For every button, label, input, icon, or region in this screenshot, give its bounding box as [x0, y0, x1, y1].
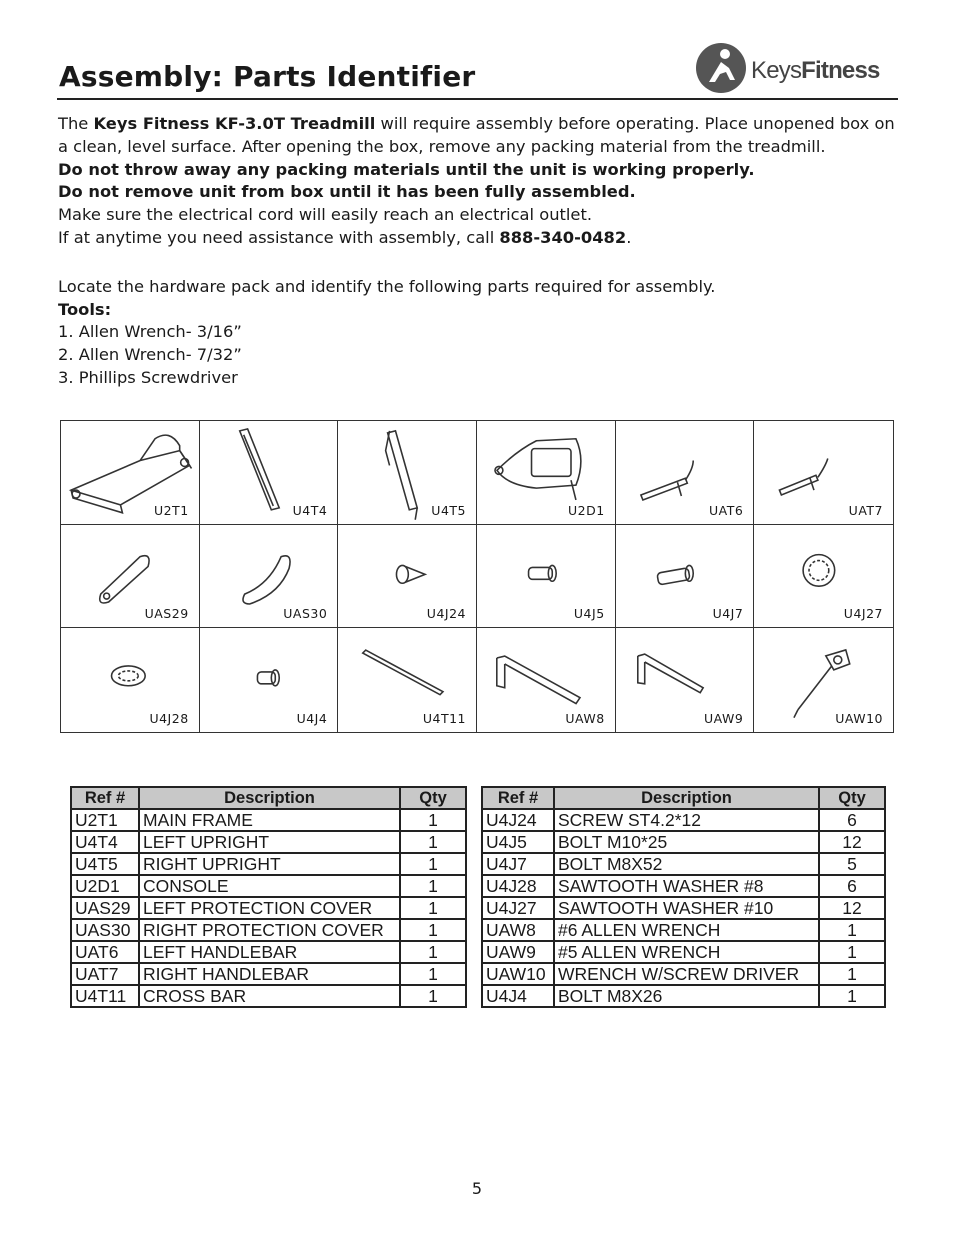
- ref-cell: U4J4: [482, 985, 554, 1007]
- ref-cell: U4T11: [71, 985, 139, 1007]
- hardware-intro: Locate the hardware pack and identify the following parts required for assembly.: [58, 276, 716, 296]
- part-code-label: UAW10: [835, 710, 883, 726]
- qty-cell: 1: [400, 875, 466, 897]
- description-header: Description: [554, 787, 819, 809]
- part-cell: [616, 628, 755, 732]
- brand-wordmark: KeysFitness: [751, 57, 880, 84]
- part-code-label: UAW9: [703, 710, 744, 726]
- ref-cell: U4J28: [482, 875, 554, 897]
- ref-cell: UAS29: [71, 897, 139, 919]
- part-cell: [754, 421, 893, 525]
- page-title: Assembly: Parts Identifier: [59, 60, 476, 93]
- part-code-label: U4J24: [426, 606, 466, 622]
- qty-cell: 1: [819, 963, 885, 985]
- table-row: [71, 919, 466, 941]
- ref-cell: U4J24: [482, 809, 554, 831]
- ref-cell: U4T4: [71, 831, 139, 853]
- qty-cell: 1: [819, 919, 885, 941]
- part-code-label: UAS29: [144, 606, 189, 622]
- ref-cell: U4T5: [71, 853, 139, 875]
- qty-cell: 1: [400, 853, 466, 875]
- qty-cell: 1: [400, 985, 466, 1007]
- description-cell: SAWTOOTH WASHER #10: [554, 897, 819, 919]
- description-cell: RIGHT HANDLEBAR: [139, 963, 400, 985]
- part-cell: [338, 525, 477, 629]
- table-row: [71, 941, 466, 963]
- part-cell: [754, 628, 893, 732]
- ref-cell: UAT6: [71, 941, 139, 963]
- table-row: [71, 963, 466, 985]
- table-row: [482, 919, 885, 941]
- qty-cell: 1: [400, 963, 466, 985]
- table-row: [482, 831, 885, 853]
- description-cell: #6 ALLEN WRENCH: [554, 919, 819, 941]
- part-code-label: U2T1: [153, 502, 189, 518]
- part-cell: [200, 421, 339, 525]
- ref-cell: UAS30: [71, 919, 139, 941]
- description-cell: #5 ALLEN WRENCH: [554, 941, 819, 963]
- qty-cell: 1: [819, 985, 885, 1007]
- table-row: [482, 875, 885, 897]
- ref-cell: UAT7: [71, 963, 139, 985]
- tool-item: 2. Allen Wrench- 7/32”: [58, 345, 242, 365]
- cord-note: Make sure the electrical cord will easily reach an electrical outlet.: [58, 205, 592, 225]
- table-row: [71, 985, 466, 1007]
- part-code-label: U4T5: [431, 502, 466, 518]
- intro-text: [58, 113, 898, 390]
- table-row: [71, 853, 466, 875]
- tools-heading: Tools:: [58, 299, 112, 319]
- qty-cell: 1: [400, 897, 466, 919]
- part-cell: [61, 421, 200, 525]
- warning-assembled: Do not remove unit from box until it has been fully assembled.: [58, 182, 636, 202]
- qty-cell: 1: [400, 809, 466, 831]
- parts-table-right: [481, 786, 886, 1008]
- intro-paragraph: The Keys Fitness KF-3.0T Treadmill will require assembly before operating. Place unopened box on a clean, level surface. After opening the box, remove any packing material from the treadmill.: [58, 114, 895, 156]
- qty-cell: 5: [819, 853, 885, 875]
- description-cell: LEFT HANDLEBAR: [139, 941, 400, 963]
- description-cell: BOLT M8X26: [554, 985, 819, 1007]
- tool-item: 1. Allen Wrench- 3/16”: [58, 322, 242, 342]
- parts-illustration-grid: [60, 420, 894, 733]
- table-row: [71, 875, 466, 897]
- parts-table-left: [70, 786, 467, 1008]
- part-code-label: U2D1: [567, 502, 605, 518]
- ref-header: Ref #: [482, 787, 554, 809]
- ref-cell: UAW9: [482, 941, 554, 963]
- description-cell: RIGHT PROTECTION COVER: [139, 919, 400, 941]
- brand-logo: [695, 42, 895, 94]
- support-phone: 888-340-0482: [499, 227, 627, 247]
- ref-header: Ref #: [71, 787, 139, 809]
- ref-cell: U2D1: [71, 875, 139, 897]
- part-cell: [477, 525, 616, 629]
- description-cell: WRENCH W/SCREW DRIVER: [554, 963, 819, 985]
- part-cell: [61, 525, 200, 629]
- ref-cell: UAW8: [482, 919, 554, 941]
- tool-item: 3. Phillips Screwdriver: [58, 367, 238, 387]
- qty-cell: 1: [400, 919, 466, 941]
- part-cell: [338, 421, 477, 525]
- assistance-note: If at anytime you need assistance with assembly, call 888-340-0482.: [58, 227, 632, 247]
- table-row: [482, 809, 885, 831]
- part-code-label: U4J4: [296, 710, 328, 726]
- qty-header: Qty: [819, 787, 885, 809]
- part-code-label: U4T11: [422, 710, 466, 726]
- qty-cell: 1: [400, 941, 466, 963]
- description-cell: CROSS BAR: [139, 985, 400, 1007]
- table-row: [482, 853, 885, 875]
- part-cell: [338, 628, 477, 732]
- table-row: [71, 831, 466, 853]
- table-row: [482, 963, 885, 985]
- part-code-label: UAT7: [848, 502, 883, 518]
- table-row: [482, 985, 885, 1007]
- qty-cell: 12: [819, 831, 885, 853]
- page-number: 5: [471, 1179, 483, 1198]
- table-row: [482, 897, 885, 919]
- part-cell: [477, 421, 616, 525]
- part-cell: [616, 525, 755, 629]
- qty-cell: 12: [819, 897, 885, 919]
- part-code-label: UAW8: [565, 710, 605, 726]
- description-cell: LEFT UPRIGHT: [139, 831, 400, 853]
- ref-cell: UAW10: [482, 963, 554, 985]
- description-cell: MAIN FRAME: [139, 809, 400, 831]
- description-header: Description: [139, 787, 400, 809]
- qty-cell: 1: [400, 831, 466, 853]
- qty-header: Qty: [400, 787, 466, 809]
- part-code-label: U4J28: [149, 710, 189, 726]
- description-cell: RIGHT UPRIGHT: [139, 853, 400, 875]
- description-cell: CONSOLE: [139, 875, 400, 897]
- qty-cell: 6: [819, 809, 885, 831]
- description-cell: BOLT M8X52: [554, 853, 819, 875]
- keys-fitness-runner-icon: [695, 42, 747, 94]
- part-code-label: U4J27: [843, 606, 883, 622]
- table-row: [71, 809, 466, 831]
- ref-cell: U4J5: [482, 831, 554, 853]
- part-code-label: U4J7: [712, 606, 744, 622]
- part-code-label: U4T4: [292, 502, 328, 518]
- qty-cell: 1: [819, 941, 885, 963]
- ref-cell: U4J27: [482, 897, 554, 919]
- part-cell: [754, 525, 893, 629]
- part-cell: [61, 628, 200, 732]
- table-row: [482, 941, 885, 963]
- warning-packing: Do not throw away any packing materials until the unit is working properly.: [58, 159, 755, 179]
- part-cell: [200, 525, 339, 629]
- table-row: [71, 897, 466, 919]
- title-rule: [57, 98, 898, 100]
- part-cell: [200, 628, 339, 732]
- part-code-label: UAT6: [709, 502, 744, 518]
- qty-cell: 6: [819, 875, 885, 897]
- description-cell: SCREW ST4.2*12: [554, 809, 819, 831]
- description-cell: LEFT PROTECTION COVER: [139, 897, 400, 919]
- part-cell: [477, 628, 616, 732]
- part-code-label: U4J5: [573, 606, 605, 622]
- part-code-label: UAS30: [283, 606, 328, 622]
- ref-cell: U2T1: [71, 809, 139, 831]
- description-cell: BOLT M10*25: [554, 831, 819, 853]
- part-cell: [616, 421, 755, 525]
- description-cell: SAWTOOTH WASHER #8: [554, 875, 819, 897]
- ref-cell: U4J7: [482, 853, 554, 875]
